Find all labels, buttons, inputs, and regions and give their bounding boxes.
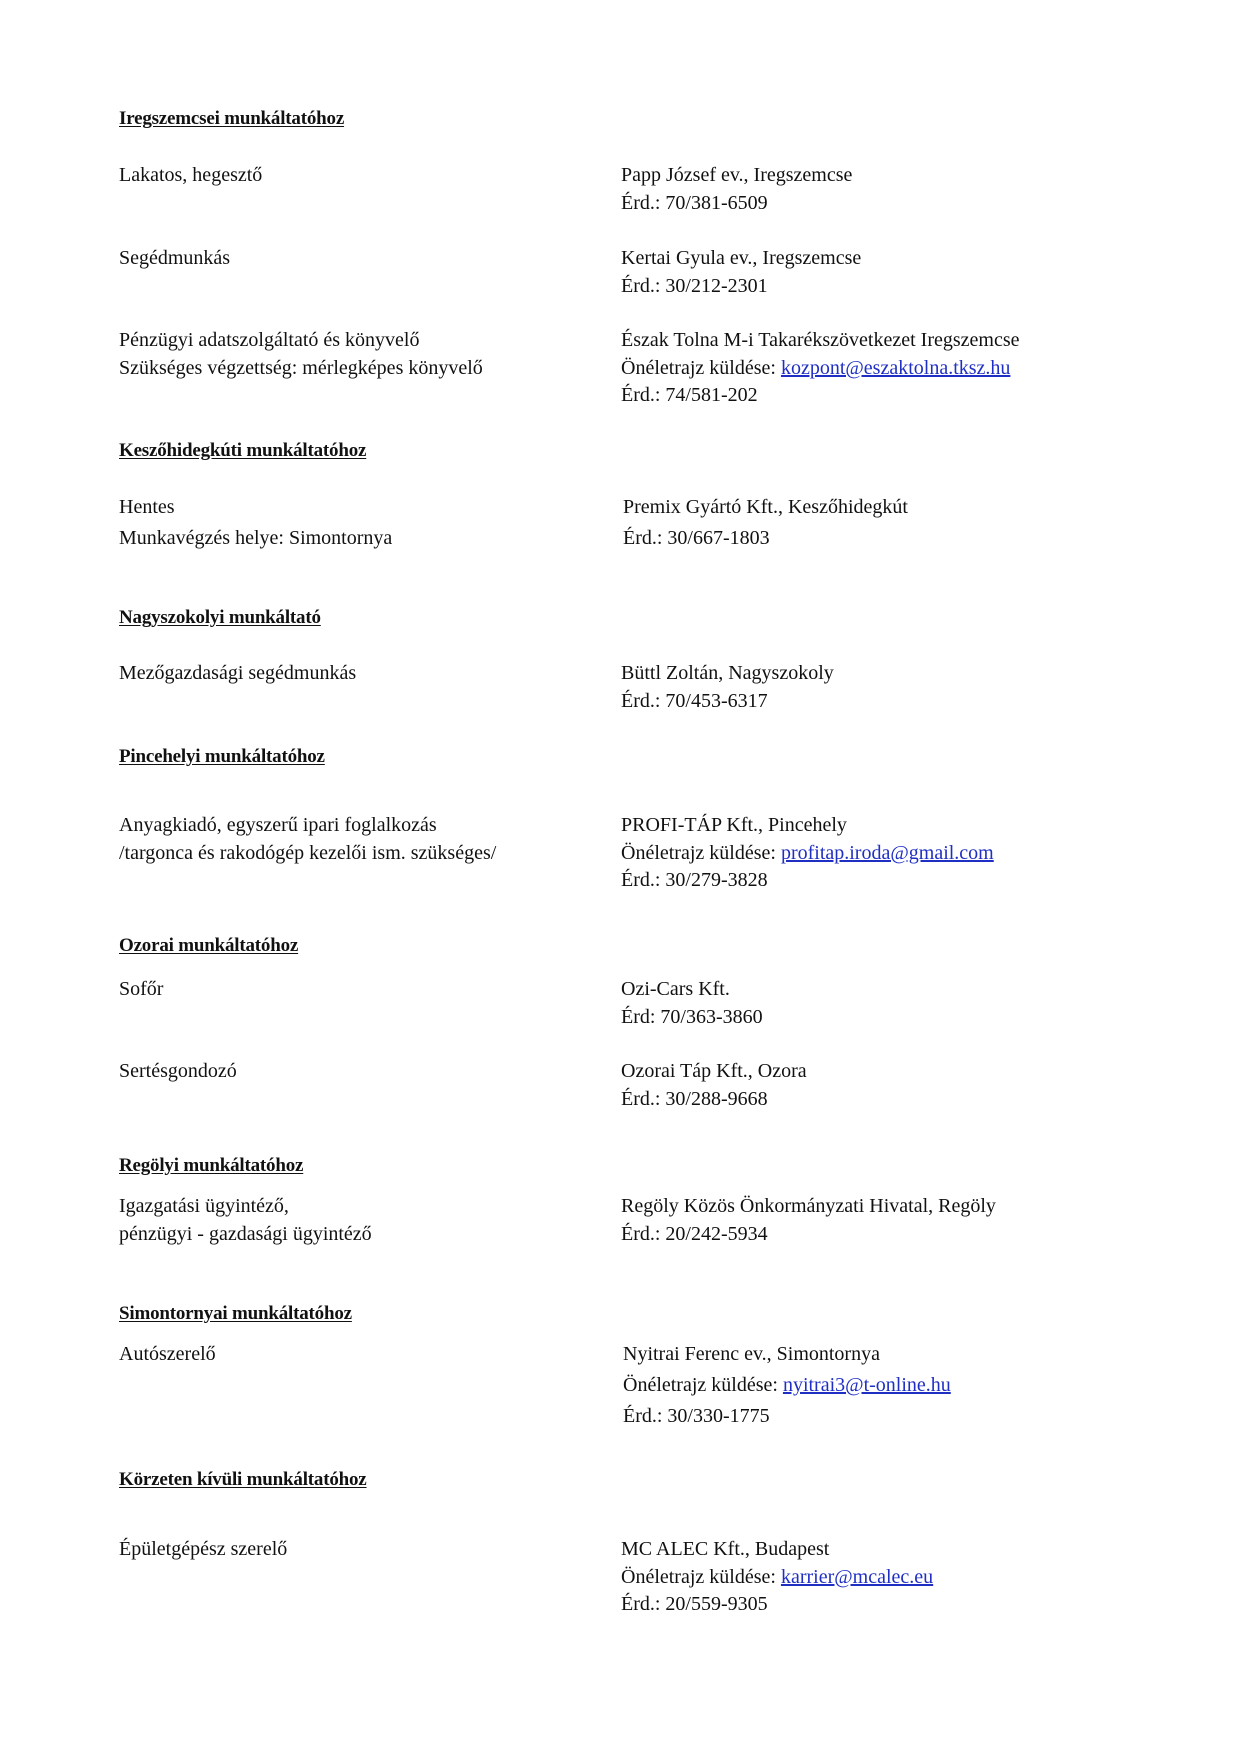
job-position (119, 1058, 237, 1086)
job-position-line: Sofőr (119, 978, 164, 1000)
job-employer (621, 245, 861, 300)
employer-phone: Érd.: 20/559-9305 (621, 1593, 768, 1615)
employer-name: Regöly Közös Önkormányzati Hivatal, Regöly (621, 1195, 996, 1217)
job-employer (621, 1058, 807, 1113)
employer-phone: Érd.: 30/288-9668 (621, 1087, 768, 1110)
job-employer (621, 1193, 996, 1248)
section-title-pincehely: Pincehelyi munkáltatóhoz (119, 746, 325, 767)
employer-phone: Érd.: 30/667-1803 (623, 527, 770, 549)
employer-phone: Érd.: 70/453-6317 (621, 689, 768, 712)
employer-name: Kertai Gyula ev., Iregszemcse (621, 247, 862, 269)
employer-phone: Érd.: 30/279-3828 (621, 869, 768, 891)
cv-label: Önéletrajz küldése: (623, 1374, 783, 1396)
job-position-line: pénzügyi - gazdasági ügyintéző (119, 1222, 372, 1245)
job-employer (621, 812, 994, 895)
section-title-keszohidegkut: Keszőhidegkúti munkáltatóhoz (119, 440, 367, 461)
email-link[interactable]: nyitrai3@t-online.hu (782, 1374, 951, 1396)
job-position-line: Segédmunkás (119, 247, 231, 269)
job-position (119, 245, 230, 273)
section-title-nagyszokoly: Nagyszokolyi munkáltató (119, 607, 321, 628)
job-position (119, 327, 483, 382)
job-employer (621, 976, 763, 1031)
cv-label: Önéletrajz küldése: (621, 1565, 781, 1588)
employer-cv-line (623, 1370, 951, 1401)
job-position (119, 1193, 372, 1248)
employer-phone: Érd.: 74/581-202 (621, 384, 758, 406)
employer-phone: Érd.: 20/242-5934 (621, 1222, 768, 1245)
job-employer (623, 1339, 951, 1432)
job-position-line: Sertésgondozó (119, 1060, 237, 1082)
job-position-line: Hentes (119, 496, 175, 518)
employer-name: Ozi-Cars Kft. (621, 978, 730, 1000)
section-title-regoly: Regölyi munkáltatóhoz (119, 1155, 304, 1176)
employer-phone: Érd.: 30/330-1775 (623, 1405, 770, 1427)
job-position-line: Anyagkiadó, egyszerű ipari foglalkozás (119, 814, 437, 836)
employer-name: Nyitrai Ferenc ev., Simontornya (623, 1343, 880, 1365)
job-position-line: Épületgépész szerelő (119, 1538, 288, 1560)
job-position-line: /targonca és rakodógép kezelői ism. szükséges/ (119, 841, 497, 864)
job-position-line: Igazgatási ügyintéző, (119, 1195, 289, 1217)
cv-label: Önéletrajz küldése: (621, 356, 781, 379)
employer-phone: Érd.: 70/381-6509 (621, 191, 768, 214)
employer-name: MC ALEC Kft., Budapest (621, 1538, 830, 1560)
job-position-line: Lakatos, hegesztő (119, 164, 263, 186)
job-position (119, 492, 392, 554)
job-position-line: Munkavégzés helye: Simontornya (119, 527, 393, 549)
section-title-iregszemcse: Iregszemcsei munkáltatóhoz (119, 108, 345, 129)
job-position-line: Autószerelő (119, 1343, 216, 1365)
job-position (119, 162, 262, 190)
employer-name: Papp József ev., Iregszemcse (621, 164, 853, 186)
employer-name: Észak Tolna M-i Takarékszövetkezet Iregszemcse (621, 329, 1020, 351)
job-position-line: Pénzügyi adatszolgáltató és könyvelő (119, 329, 420, 351)
employer-cv-line (621, 840, 994, 868)
employer-name: PROFI-TÁP Kft., Pincehely (621, 814, 847, 836)
job-position (119, 660, 356, 688)
employer-phone: Érd.: 30/212-2301 (621, 274, 768, 297)
employer-cv-line (621, 355, 1020, 383)
job-position-line: Szükséges végzettség: mérlegképes könyvelő (119, 356, 483, 379)
job-employer (621, 1536, 933, 1619)
job-position (119, 976, 163, 1004)
cv-label: Önéletrajz küldése: (621, 841, 781, 864)
employer-name: Premix Gyártó Kft., Keszőhidegkút (623, 496, 908, 518)
job-position-line: Mezőgazdasági segédmunkás (119, 662, 357, 684)
job-employer (621, 162, 852, 217)
email-link[interactable]: kozpont@eszaktolna.tksz.hu (780, 356, 1011, 379)
section-title-simontornya: Simontornyai munkáltatóhoz (119, 1303, 352, 1324)
job-position (119, 1341, 216, 1369)
employer-cv-line (621, 1564, 933, 1592)
email-link[interactable]: profitap.iroda@gmail.com (780, 841, 994, 864)
job-employer (621, 660, 834, 715)
job-employer (623, 492, 908, 554)
section-title-ozora: Ozorai munkáltatóhoz (119, 935, 299, 956)
section-title-outside-district: Körzeten kívüli munkáltatóhoz (119, 1469, 367, 1490)
job-employer (621, 327, 1020, 410)
job-position (119, 1536, 287, 1564)
email-link[interactable]: karrier@mcalec.eu (780, 1565, 934, 1588)
employer-name: Ozorai Táp Kft., Ozora (621, 1060, 807, 1082)
employer-phone: Érd: 70/363-3860 (621, 1005, 763, 1028)
job-position (119, 812, 496, 867)
employer-name: Büttl Zoltán, Nagyszokoly (621, 662, 834, 684)
